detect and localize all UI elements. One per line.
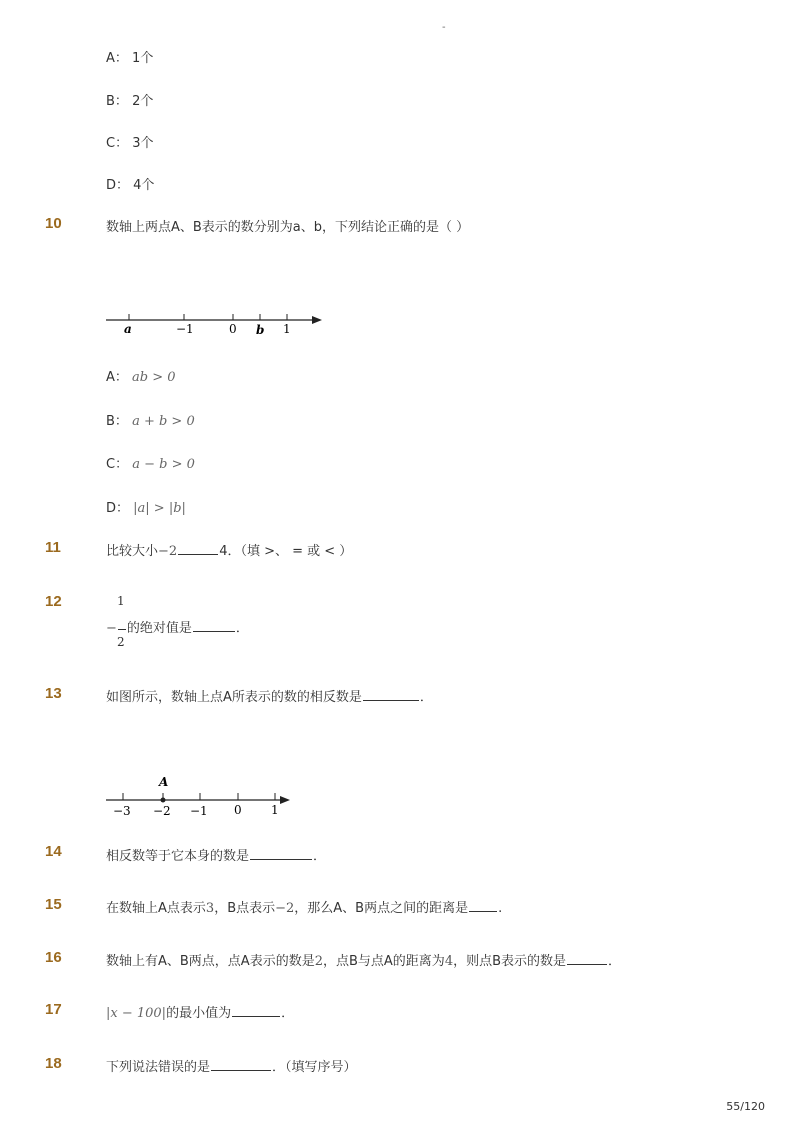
answer-blank[interactable] [469,910,497,912]
answer-blank[interactable] [178,553,218,555]
option-letter: C： [106,136,129,151]
q15-end: . [498,901,503,916]
q15-mid: ，B点表示 [214,901,276,916]
q9-option-c[interactable] [106,132,154,151]
option-letter: D： [106,178,130,193]
q15-pre: 在数轴上A点表示 [106,901,206,916]
q16-v2: 4 [444,954,454,969]
q14-text [106,845,326,864]
q10-option-b[interactable] [106,410,195,429]
question-number-16: 16 [45,949,62,966]
q13-end: ． [419,690,433,705]
fraction-bar [118,628,126,630]
q16-text [106,950,621,969]
q14-body: 相反数等于它本身的数是 [106,849,250,864]
q12-denominator: 2 [117,635,125,649]
q15-v2: −2 [275,901,295,916]
q13-text [106,686,433,705]
header-mark: - [442,22,446,33]
q17-expr: |x − 100| [106,1006,167,1021]
q18-end: ．（填写序号） [272,1060,357,1075]
numberline-label-0: 0 [234,803,242,817]
q10-number-line [100,306,330,338]
numberline-label-1: 1 [271,803,279,817]
q10-text: 数轴上两点A、B表示的数分别为a、b，下列结论正确的是（ ） [106,220,470,235]
q18-body: 下列说法错误的是 [106,1060,211,1075]
option-letter: B： [106,94,128,109]
answer-blank[interactable] [211,1069,271,1071]
option-letter: A： [106,370,128,385]
q11-text [106,540,352,559]
option-expr: a + b > 0 [132,414,195,429]
q12-end: ． [235,621,249,636]
option-expr: a − b > 0 [132,457,195,472]
q17-text [106,1002,294,1021]
q16-post: ，则点B表示的数是 [453,954,567,969]
q16-pre: 数轴上有A、B两点，点A表示的数是 [106,954,315,969]
q17-end: ． [281,1006,295,1021]
numberline-label-1: 1 [283,322,291,336]
option-text: 4个 [133,178,155,193]
question-number-15: 15 [45,896,62,913]
q16-mid: ，点B与点A的距离为 [323,954,445,969]
numberline-label-neg2: −2 [153,804,171,818]
q13-number-line [100,770,300,820]
point-a-marker [161,798,166,803]
q15-v1: 3 [205,901,215,916]
answer-blank[interactable] [232,1015,280,1017]
q12-text [106,617,249,636]
answer-blank[interactable] [363,699,419,701]
option-text: 3个 [132,136,154,151]
option-letter: A： [106,51,128,66]
question-number-10: 10 [45,215,62,232]
option-letter: D： [106,501,130,516]
question-number-17: 17 [45,1001,62,1018]
page-number: 55/120 [726,1100,765,1113]
question-number-14: 14 [45,843,62,860]
q10-option-a[interactable] [106,366,176,385]
question-number-18: 18 [45,1055,62,1072]
q10-option-d[interactable] [106,497,186,516]
option-letter: B： [106,414,128,429]
q9-option-a[interactable] [106,47,153,66]
q12-body: 的绝对值是 [126,621,192,636]
question-number-12: 12 [45,593,62,610]
numberline-label-0: 0 [229,322,237,336]
answer-blank[interactable] [567,963,607,965]
numberline-label-neg1: −1 [190,804,208,818]
q10-option-c[interactable] [106,453,195,472]
answer-blank[interactable] [250,858,312,860]
q12-numerator: 1 [117,594,125,608]
option-expr: |a| > |b| [133,501,186,516]
question-number-13: 13 [45,685,62,702]
q9-option-d[interactable] [106,174,154,193]
option-letter: C： [106,457,129,472]
q15-text [106,897,502,916]
q14-end: ． [313,849,327,864]
q17-body: 的最小值为 [166,1006,232,1021]
numberline-label-a: a [124,322,132,336]
q16-v1: 2 [314,954,323,969]
numberline-label-neg3: −3 [113,804,131,818]
numberline-label-neg1: −1 [176,322,194,336]
numberline-label-b: b [256,323,265,337]
q11-expr: −2 [158,544,178,559]
q15-post: ，那么A、B两点之间的距离是 [294,901,469,916]
option-text: 1个 [132,51,154,66]
q16-end: ． [608,954,622,969]
q18-text [106,1056,357,1075]
q11-pre: 比较大小 [106,544,159,559]
point-a-label: A [159,775,169,789]
option-text: 2个 [132,94,154,109]
q9-option-b[interactable] [106,90,153,109]
q11-post: 4．（填 >、 = 或 < ） [219,544,353,559]
q13-body: 如图所示，数轴上点A所表示的数的相反数是 [106,690,362,705]
answer-blank[interactable] [193,630,235,632]
question-number-11: 11 [45,539,61,556]
q12-sign: − [106,621,117,636]
option-expr: ab > 0 [132,370,176,385]
